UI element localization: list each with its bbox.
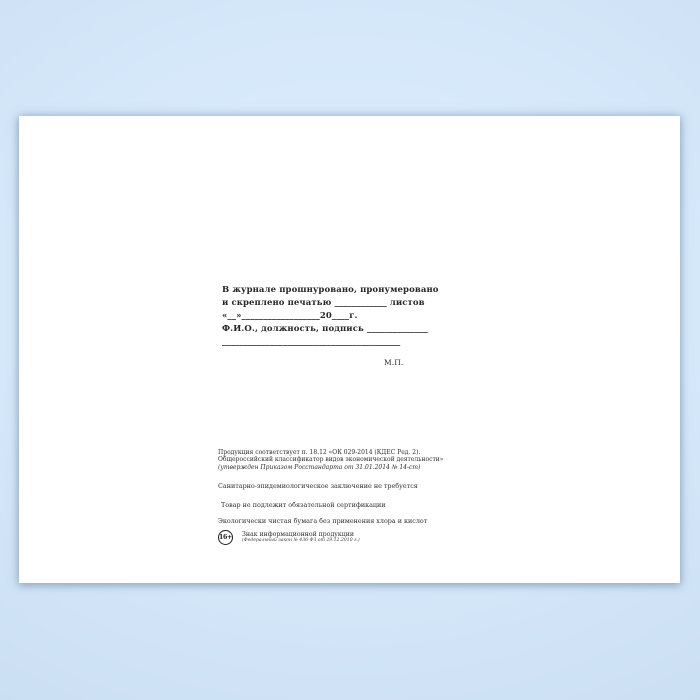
stitch-line-1: В журнале прошнуровано, пронумеровано <box>222 285 439 295</box>
signature-rule-line: _________________________________________ <box>222 337 401 347</box>
journal-back-page <box>19 116 680 583</box>
age-rating-16-icon: 16+ <box>218 530 233 545</box>
stitch-certification-block <box>222 284 442 369</box>
stitch-line-2: и скреплено печатью ____________ листов <box>222 298 425 308</box>
stitch-line-3: «__»__________________20____г. <box>222 311 358 321</box>
product-conformity-note <box>218 449 448 471</box>
age-mark-text <box>242 531 360 544</box>
certification-note: Товар не подлежит обязательной сертификации <box>221 501 386 510</box>
product-conformity-line-3: (утвержден Приказом Росстандарта от 31.01.2014 № 14-ст) <box>218 463 421 471</box>
stitch-line-4: Ф.И.О., должность, подпись ______________ <box>222 324 428 334</box>
product-conformity-line-2: Общероссийский классификатор видов экономической деятельности» <box>218 456 444 464</box>
sanitary-note: Санитарно-эпидемиологическое заключение не требуется <box>218 482 418 491</box>
eco-paper-note: Экологически чистая бумага без применения хлора и кислот <box>218 517 428 526</box>
age-mark-law-reference: (Федеральный закон № 436-ФЗ от 29.12.2010 г.) <box>242 538 360 544</box>
product-conformity-line-1: Продукция соответствует п. 18.12 «ОК 029-2014 (КДЕС Ред. 2). <box>218 449 421 456</box>
age-mark-row <box>218 530 448 545</box>
compliance-block <box>218 449 448 545</box>
age-mark-title: Знак информационной продукции <box>242 531 355 539</box>
stamp-place-abbr: М.П. <box>384 358 404 367</box>
